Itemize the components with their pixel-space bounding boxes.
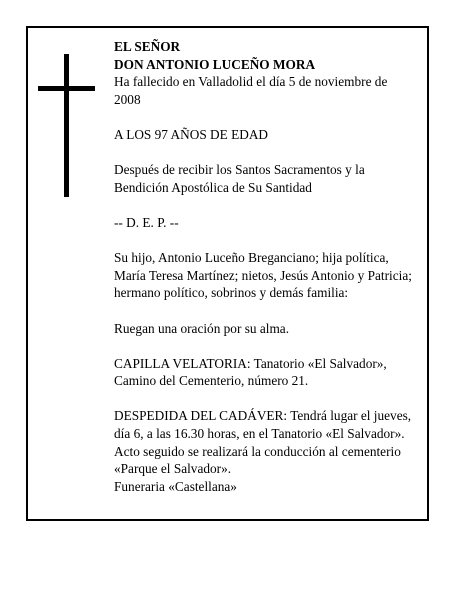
obituary-text <box>114 38 414 495</box>
death-info: Ha fallecido en Valladolid el día 5 de noviembre de 2008 <box>114 74 388 107</box>
cross-icon <box>64 54 69 197</box>
chapel-line: CAPILLA VELATORIA: Tanatorio «El Salvador», Camino del Cementerio, número 21. <box>114 355 387 389</box>
funeral-home-line: Funeraria «Castellana» <box>114 478 237 494</box>
prayer-line: Ruegan una oración por su alma. <box>114 320 290 336</box>
cross-icon-bar <box>38 86 95 91</box>
farewell-line: DESPEDIDA DEL CADÁVER: Tendrá lugar el jueves, día 6, a las 16.30 horas, en el Tanatorio «El Salvador». Acto seguido se realizará la conducción al cementerio «Parque el Salvador». <box>114 408 412 477</box>
sacraments-line: Después de recibir los Santos Sacramentos y la Bendición Apostólica de Su Santidad <box>114 162 365 195</box>
family-line: Su hijo, Antonio Luceño Breganciano; hija política, María Teresa Martínez; nietos, Jesús Antonio y Patricia; hermano político, sobrinos y demás familia: <box>114 250 412 301</box>
rip-line: -- D. E. P. -- <box>114 214 179 230</box>
deceased-name: DON ANTONIO LUCEÑO MORA <box>114 56 316 72</box>
age-line: A LOS 97 AÑOS DE EDAD <box>114 126 269 142</box>
title-line-1: EL SEÑOR <box>114 39 181 54</box>
